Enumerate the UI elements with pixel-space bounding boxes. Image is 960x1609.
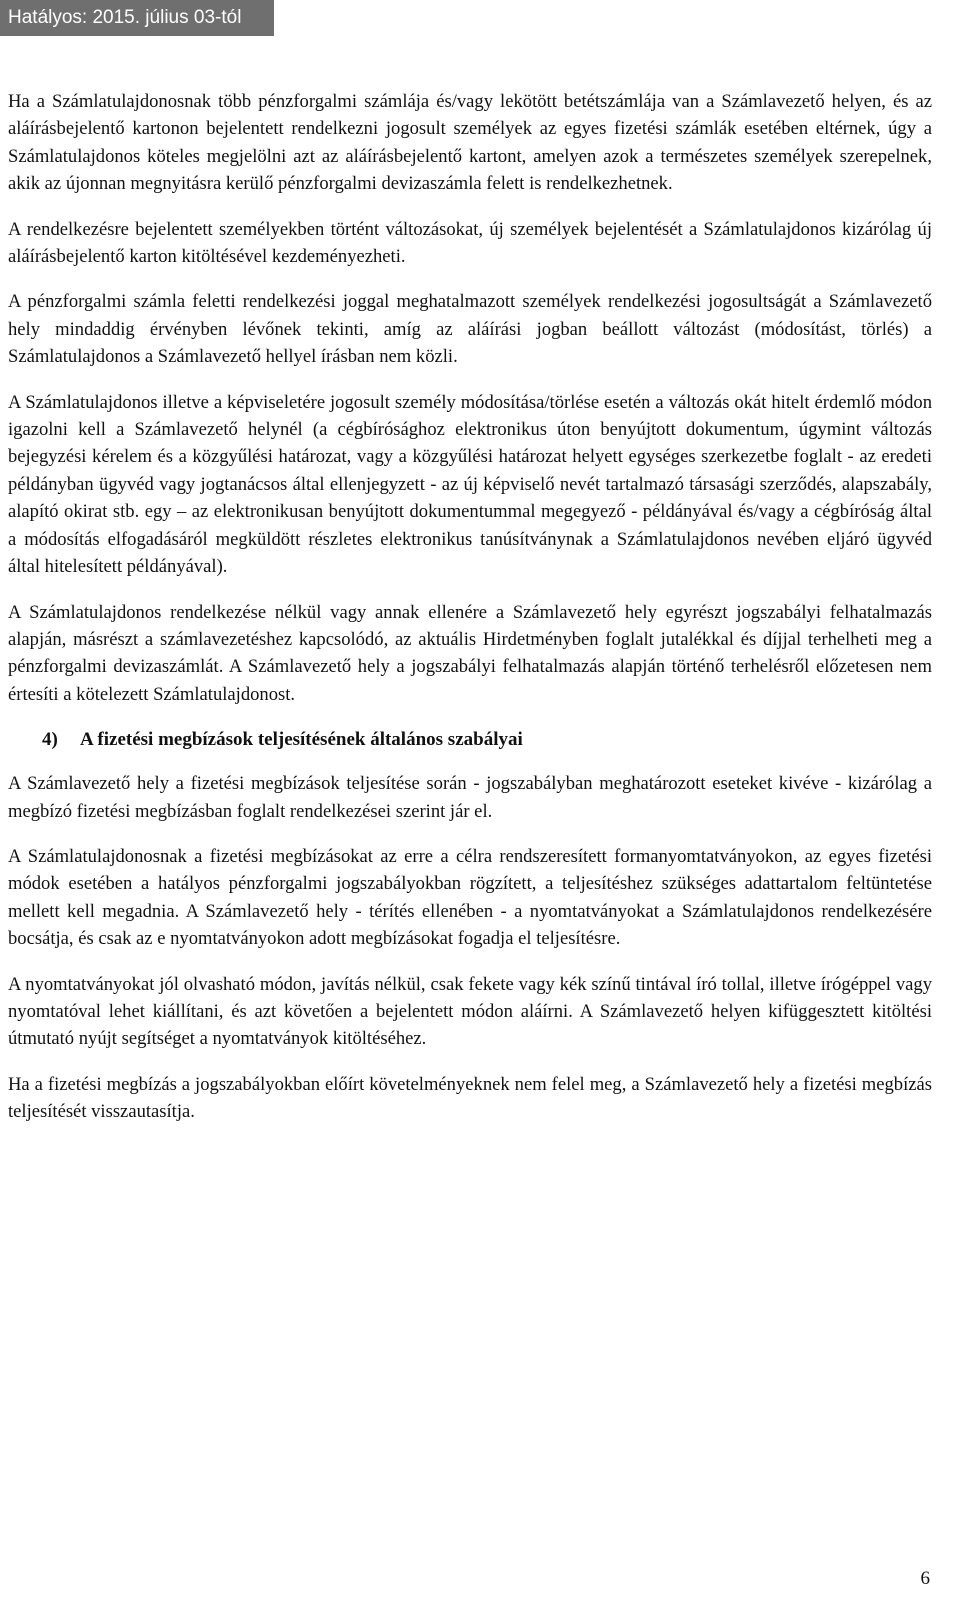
document-body [8, 88, 932, 1144]
paragraph-account-debit: A Számlatulajdonos rendelkezése nélkül vagy annak ellenére a Számlavezető hely egyrészt jogszabályi felhatalmazás alapján, másrészt a számlavezetéshez kapcsolódó, az aktuális Hirdetményben foglalt jutalékkal és díjjal terhelheti meg a pénzforgalmi devizaszámlát. A Számlavezető hely a jogszabályi felhatalmazás alapján történő terhelésről előzetesen nem értesíti a kötelezett Számlatulajdonost. [8, 601, 932, 705]
section-title: A fizetési megbízások teljesítésének általános szabályai [80, 729, 523, 751]
paragraph-payment-execution: A Számlavezető hely a fizetési megbízások teljesítése során - jogszabályban meghatározott eseteket kivéve - kizárólag a megbízó fizetési megbízásban foglalt rendelkezései szerint jár el. [8, 773, 932, 822]
paragraph-authorization-validity: A pénzforgalmi számla feletti rendelkezési joggal meghatalmazott személyek rendelkezési jogosultságát a Számlavezető hely mindaddig érvényben lévőnek tekinti, amíg az aláírási jogban beállott változást (módosítást, törlés) a Számlatulajdonos a Számlavezető hellyel írásban nem közli. [8, 291, 932, 368]
paragraph-order-rejection: Ha a fizetési megbízás a jogszabályokban előírt követelményeknek nem felel meg, a Számlavezető hely a fizetési megbízás teljesítését visszautasítja. [8, 1073, 932, 1123]
paragraph-payment-forms: A Számlatulajdonosnak a fizetési megbízásokat az erre a célra rendszeresített formanyomtatványokon, az egyes fizetési módok esetében a hatályos pénzforgalmi jogszabályokban rögzített, a teljesítéshez szükséges adattartalom feltüntetése mellett kell megadnia. A Számlavezető hely - térítés ellenében - a nyomtatványokat a Számlatulajdonos rendelkezésére bocsátja, és csak az e nyomtatványokon adott megbízásokat fogadja el teljesítésre. [8, 845, 932, 950]
paragraph-form-completion: A nyomtatványokat jól olvasható módon, javítás nélkül, csak fekete vagy kék színű tintával író tollal, illetve írógéppel vagy nyomtatóval lehet kiállítani, és azt követően a bejelentett módon aláírni. A Számlavezető helyen kifüggesztett kitöltési útmutató nyújt segítséget a nyomtatványok kitöltéséhez. [8, 973, 932, 1050]
effective-date-text: Hatályos: 2015. július 03-tól [8, 7, 242, 28]
page-number: 6 [920, 1568, 930, 1589]
section-number: 4) [42, 729, 58, 751]
effective-date-header [0, 0, 274, 36]
paragraph-multiple-accounts: Ha a Számlatulajdonosnak több pénzforgalmi számlája és/vagy lekötött betétszámlája van a Számlavezető helyen, és az aláírásbejelentő kartonon bejelentett rendelkezni jogosult személyek az egyes fizetési számlák esetében eltérnek, úgy a Számlatulajdonos köteles megjelölni azt az aláírásbejelentő kartont, amelyen azok a természetes személyek szerepelnek, akik az újonnan megnyitásra kerülő pénzforgalmi devizaszámla felett is rendelkezhetnek. [8, 91, 932, 195]
section-heading [42, 726, 932, 754]
paragraph-signatory-changes: A rendelkezésre bejelentett személyekben történt változásokat, új személyek bejelentését a Számlatulajdonos kizárólag új aláírásbejelentő karton kitöltésével kezdeményezheti. [8, 218, 932, 268]
paragraph-representative-change: A Számlatulajdonos illetve a képviseletére jogosult személy módosítása/törlése esetén a változás okát hitelt érdemlő módon igazolni kell a Számlavezető helynél (a cégbírósághoz elektronikus úton benyújtott dokumentum, úgymint változás bejegyzési kérelem és a közgyűlési határozat, vagy a közgyűlési határozat helyett egységes szerkezetbe foglalt - az eredeti példányban ügyvéd vagy jogtanácsos által ellenjegyzett - az új képviselő nevét tartalmazó társasági szerződés, alapszabály, alapító okirat stb. egy – az elektronikusan benyújtott dokumentummal megegyező - példányával és/vagy a cégbíróság által a módosítás elfogadásáról megküldött részletes elektronikus tanúsítványnak a Számlatulajdonos nevében eljáró ügyvéd által hitelesített példányával). [8, 391, 932, 578]
